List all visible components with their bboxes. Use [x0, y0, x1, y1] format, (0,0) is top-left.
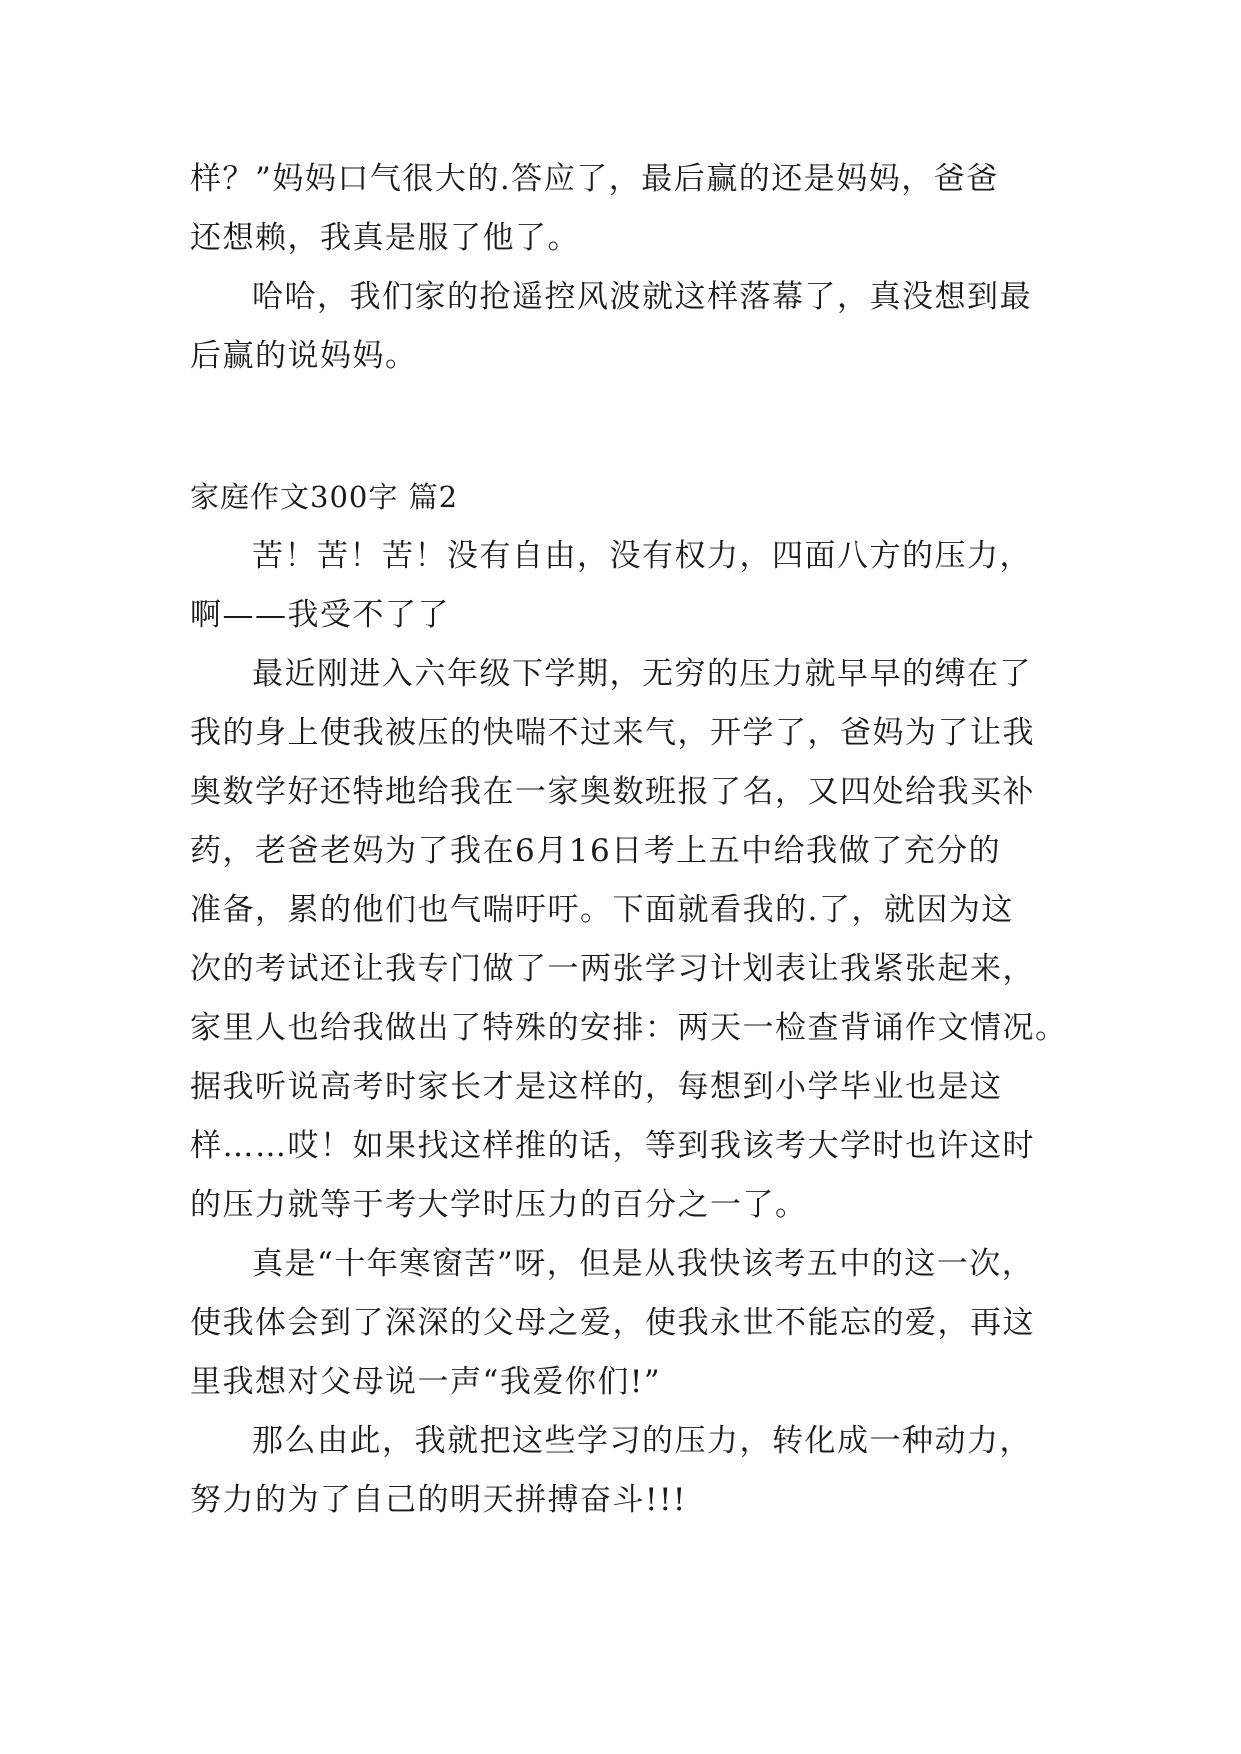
paragraph-line: 里我想对父母说一声“我爱你们!” [190, 1364, 662, 1400]
section-gap [190, 386, 1060, 468]
paragraph-line: 的压力就等于考大学时压力的百分之一了。 [190, 1187, 808, 1223]
section-heading: 家庭作文300字 篇2 [190, 480, 459, 514]
paragraph-line: 最近刚进入六年级下学期，无穷的压力就早早的缚在了 [252, 656, 1032, 692]
paragraph-line: 准备，累的他们也气喘吁吁。下面就看我的.了，就因为这 [190, 892, 1014, 928]
paragraph-line: 样？”妈妈口气很大的.答应了，最后赢的还是妈妈，爸爸 [190, 161, 999, 197]
paragraph-line: 奥数学好还特地给我在一家奥数班报了名，又四处给我买补 [190, 774, 1035, 810]
paragraph-line: 真是“十年寒窗苦”呀，但是从我快该考五中的这一次， [252, 1246, 1035, 1282]
paragraph-line: 努力的为了自己的明天拼搏奋斗!!! [190, 1482, 687, 1518]
paragraph-line: 家里人也给我做出了特殊的安排：两天一检查背诵作文情况。 [190, 1010, 1068, 1046]
paragraph-line: 据我听说高考时家长才是这样的，每想到小学毕业也是这 [190, 1069, 1003, 1105]
paragraph-line: 样……哎！如果找这样推的话，等到我该考大学时也许这时 [190, 1128, 1035, 1164]
paragraph-line: 次的考试还让我专门做了一两张学习计划表让我紧张起来， [190, 951, 1035, 987]
paragraph-line: 使我体会到了深深的父母之爱，使我永世不能忘的爱，再这 [190, 1305, 1035, 1341]
paragraph-line: 药，老爸老妈为了我在6月16日考上五中给我做了充分的 [190, 833, 1002, 869]
paragraph-line: 苦！苦！苦！没有自由，没有权力，四面八方的压力， [252, 538, 1032, 574]
paragraph-line: 还想赖，我真是服了他了。 [190, 220, 580, 256]
paragraph-line: 那么由此，我就把这些学习的压力，转化成一种动力， [252, 1423, 1032, 1459]
paragraph-line: 后赢的说妈妈。 [190, 338, 418, 374]
document-page [190, 150, 1068, 1530]
paragraph-line: 我的身上使我被压的快喘不过来气，开学了，爸妈为了让我 [190, 715, 1035, 751]
paragraph-line: 哈哈，我们家的抢遥控风波就这样落幕了，真没想到最 [252, 279, 1032, 315]
paragraph-line: 啊——我受不了了 [190, 597, 450, 633]
